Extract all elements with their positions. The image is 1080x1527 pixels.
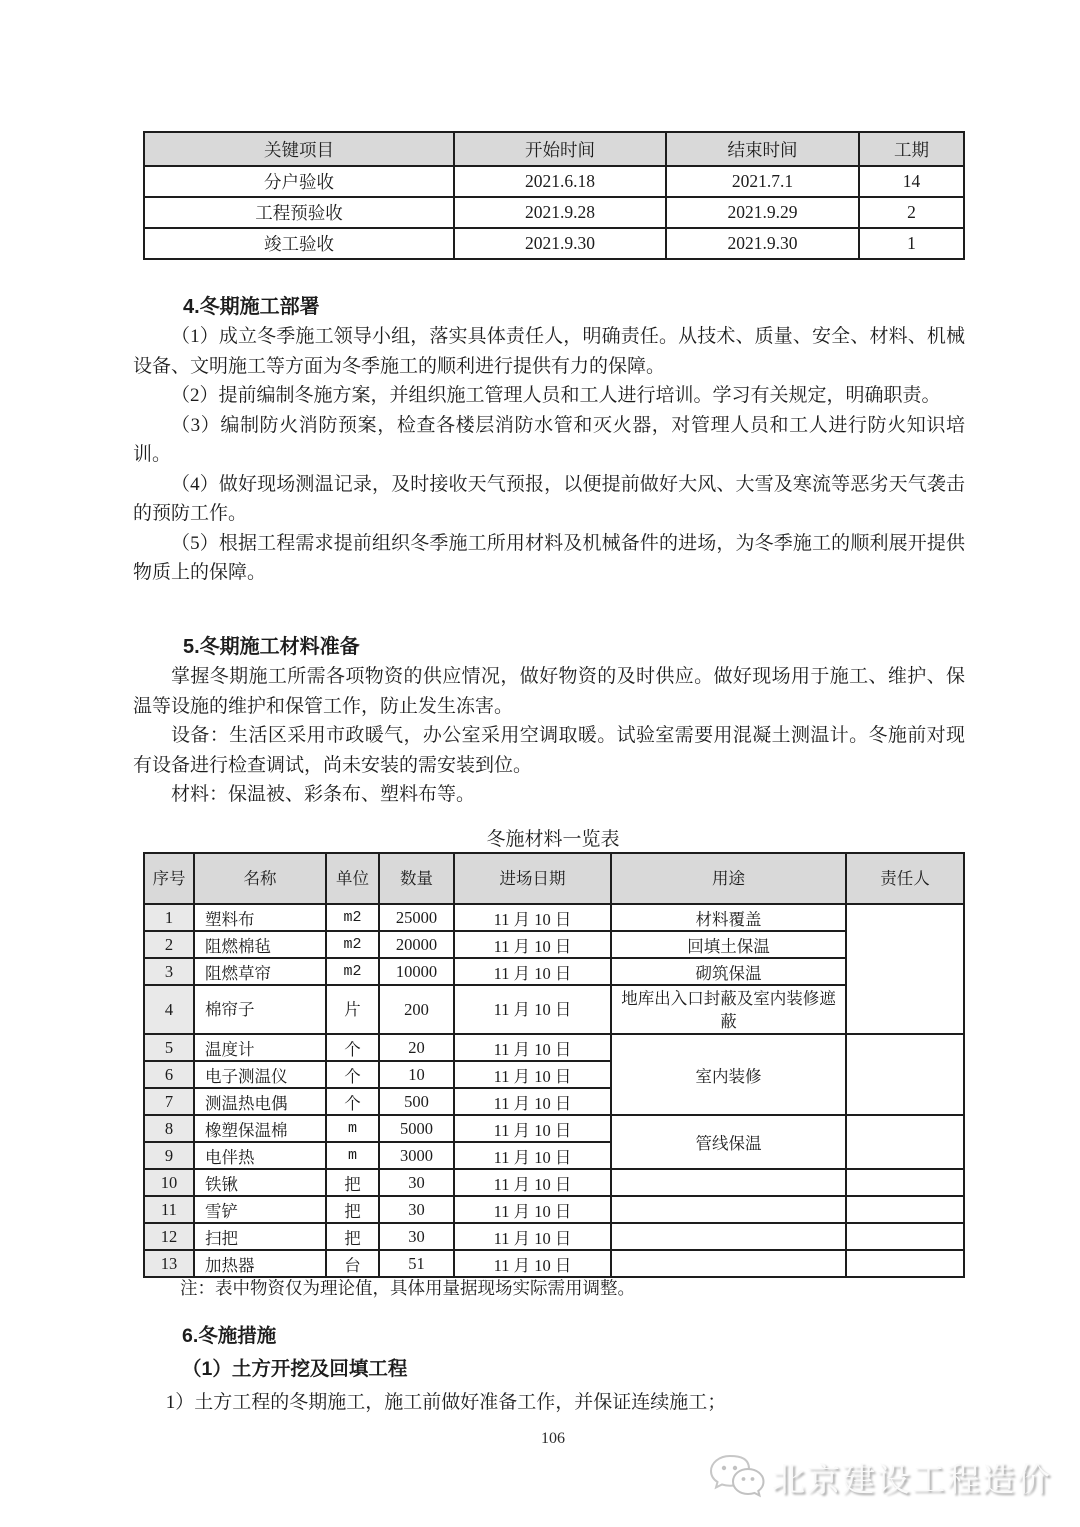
table-cell: 30 [379, 1196, 454, 1223]
section-4 [133, 292, 965, 588]
paragraph: （5）根据工程需求提前组织冬季施工所用材料及机械备件的进场，为冬季施工的顺利展开提供物质上的保障。 [133, 532, 965, 583]
materials-table [143, 852, 965, 1278]
column-header-name: 名称 [194, 853, 326, 904]
table-row [144, 166, 964, 197]
column-header-quantity: 数量 [379, 853, 454, 904]
table-cell: 2 [144, 931, 194, 958]
table-cell: 阻燃草帘 [194, 958, 326, 985]
table-cell: 9 [144, 1142, 194, 1169]
paragraph: （2）提前编制冬施方案，并组织施工管理人员和工人进行培训。学习有关规定，明确职责。 [171, 385, 941, 406]
table-cell-responsible-empty [846, 1223, 964, 1250]
section-5 [133, 632, 965, 810]
table-cell: 阻燃棉毡 [194, 931, 326, 958]
table-cell: 2 [859, 197, 964, 228]
table-cell: 棉帘子 [194, 985, 326, 1034]
table-cell: 20 [379, 1034, 454, 1061]
table-cell: 地库出入口封蔽及室内装修遮蔽 [611, 985, 846, 1034]
schedule-header-row [144, 132, 964, 166]
table-row [144, 1169, 964, 1196]
table-cell: 7 [144, 1088, 194, 1115]
table-cell-responsible-empty [846, 904, 964, 1034]
paragraph: 设备：生活区采用市政暖气，办公室采用空调取暖。试验室需要用混凝土测温计。冬施前对现有设备进行检查调试，尚未安装的需安装到位。 [133, 725, 965, 776]
table-cell: 分户验收 [144, 166, 454, 197]
watermark-text: 北京建设工程造价 [772, 1462, 1052, 1499]
table-cell: 10000 [379, 958, 454, 985]
table-cell: 500 [379, 1088, 454, 1115]
paragraph: （1）成立冬季施工领导小组，落实具体责任人，明确责任。从技术、质量、安全、材料、机械设备、文明施工等方面为冬季施工的顺利进行提供有力的保障。 [133, 326, 965, 377]
table-row [144, 228, 964, 259]
schedule-table-block [143, 131, 963, 260]
table-cell: 11 月 10 日 [454, 1250, 611, 1277]
column-header-duration: 工期 [859, 132, 964, 166]
table-cell: 6 [144, 1061, 194, 1088]
table-cell: m2 [326, 931, 379, 958]
table-cell: 2021.9.28 [454, 197, 666, 228]
table-cell: 加热器 [194, 1250, 326, 1277]
paragraph: 掌握冬期施工所需各项物资的供应情况，做好物资的及时供应。做好现场用于施工、维护、保温等设施的维护和保管工作，防止发生冻害。 [133, 666, 965, 717]
table-cell: 20000 [379, 931, 454, 958]
table-cell: 3000 [379, 1142, 454, 1169]
table-cell: 13 [144, 1250, 194, 1277]
table-cell: 材料覆盖 [611, 904, 846, 931]
column-header-usage: 用途 [611, 853, 846, 904]
table-cell: 11 月 10 日 [454, 1115, 611, 1142]
schedule-table [143, 131, 965, 260]
table-cell: 温度计 [194, 1034, 326, 1061]
table-cell: 竣工验收 [144, 228, 454, 259]
table-cell: 片 [326, 985, 379, 1034]
table-cell: 11 月 10 日 [454, 1088, 611, 1115]
table-row [144, 1223, 964, 1250]
table-cell: 11 月 10 日 [454, 931, 611, 958]
table-cell: 5 [144, 1034, 194, 1061]
table-cell: 2021.9.30 [454, 228, 666, 259]
table-cell: 个 [326, 1088, 379, 1115]
table-cell: 11 月 10 日 [454, 904, 611, 931]
table-cell: 11 月 10 日 [454, 958, 611, 985]
column-header-index: 序号 [144, 853, 194, 904]
paragraph: 1）土方工程的冬期施工，施工前做好准备工作，并保证连续施工； [165, 1392, 727, 1413]
table-cell: 2021.6.18 [454, 166, 666, 197]
table-cell: 工程预验收 [144, 197, 454, 228]
table-row [144, 985, 964, 1034]
table-cell: 2021.7.1 [666, 166, 859, 197]
table-row [144, 1115, 964, 1142]
table-cell: 12 [144, 1223, 194, 1250]
table-cell-responsible-empty [846, 1115, 964, 1169]
page-number: 106 [541, 1430, 565, 1447]
table-cell: m [326, 1142, 379, 1169]
table-cell: 塑料布 [194, 904, 326, 931]
sub-section-heading: （1）土方开挖及回填工程 [182, 1358, 408, 1380]
table-cell: m2 [326, 904, 379, 931]
table-cell: 30 [379, 1223, 454, 1250]
table-cell: 把 [326, 1223, 379, 1250]
table-cell: 11 月 10 日 [454, 1196, 611, 1223]
table-cell: 11 月 10 日 [454, 1142, 611, 1169]
table-cell: 11 月 10 日 [454, 1061, 611, 1088]
table-cell-responsible-empty [846, 1250, 964, 1277]
table-cell-responsible-empty [846, 1196, 964, 1223]
watermark [708, 1452, 1052, 1502]
column-header-unit: 单位 [326, 853, 379, 904]
table-cell: 11 月 10 日 [454, 1169, 611, 1196]
table-cell: 把 [326, 1169, 379, 1196]
table-cell: m [326, 1115, 379, 1142]
table-cell: 11 月 10 日 [454, 985, 611, 1034]
table-cell: 砌筑保温 [611, 958, 846, 985]
table-cell: 铁锹 [194, 1169, 326, 1196]
table-cell: 雪铲 [194, 1196, 326, 1223]
materials-table-block [143, 852, 963, 1278]
section-6 [143, 1320, 963, 1419]
table-cell: 台 [326, 1250, 379, 1277]
table-cell: 4 [144, 985, 194, 1034]
table-cell: 扫把 [194, 1223, 326, 1250]
table-cell: 1 [859, 228, 964, 259]
materials-header-row [144, 853, 964, 904]
table-cell: 10 [144, 1169, 194, 1196]
table-cell: 室内装修 [611, 1034, 846, 1115]
materials-table-title: 冬施材料一览表 [486, 829, 620, 850]
table-row [144, 1034, 964, 1061]
table-cell: 电伴热 [194, 1142, 326, 1169]
table-row [144, 1196, 964, 1223]
table-cell: 管线保温 [611, 1115, 846, 1169]
table-cell [611, 1169, 846, 1196]
table-cell: 14 [859, 166, 964, 197]
table-cell: 11 月 10 日 [454, 1034, 611, 1061]
table-cell-responsible-empty [846, 1034, 964, 1115]
table-cell: 个 [326, 1034, 379, 1061]
table-row [144, 904, 964, 931]
table-cell: 2021.9.30 [666, 228, 859, 259]
table-cell-responsible-empty [846, 1169, 964, 1196]
table-cell: 25000 [379, 904, 454, 931]
table-cell: 8 [144, 1115, 194, 1142]
column-header-responsible: 责任人 [846, 853, 964, 904]
column-header-key-item: 关键项目 [144, 132, 454, 166]
column-header-end-time: 结束时间 [666, 132, 859, 166]
table-cell: 3 [144, 958, 194, 985]
column-header-arrival-date: 进场日期 [454, 853, 611, 904]
table-cell: 个 [326, 1061, 379, 1088]
table-cell: 回填土保温 [611, 931, 846, 958]
paragraph: （3）编制防火消防预案，检查各楼层消防水管和灭火器，对管理人员和工人进行防火知识培训。 [133, 414, 965, 465]
table-cell [611, 1223, 846, 1250]
table-cell: 测温热电偶 [194, 1088, 326, 1115]
paragraph: 材料：保温被、彩条布、塑料布等。 [171, 784, 476, 805]
section-heading: 5.冬期施工材料准备 [183, 636, 360, 658]
table-cell: 11 月 10 日 [454, 1223, 611, 1250]
section-heading: 4.冬期施工部署 [183, 296, 320, 318]
table-row [144, 931, 964, 958]
paragraph: （4）做好现场测温记录，及时接收天气预报，以便提前做好大风、大雪及寒流等恶劣天气袭击的预防工作。 [133, 473, 965, 524]
wechat-logo-icon [708, 1452, 766, 1502]
table-cell: 5000 [379, 1115, 454, 1142]
table-cell: m2 [326, 958, 379, 985]
table-cell [611, 1250, 846, 1277]
section-heading: 6.冬施措施 [182, 1325, 277, 1347]
table-cell: 10 [379, 1061, 454, 1088]
table-note: 注：表中物资仅为理论值，具体用量据现场实际需用调整。 [180, 1278, 635, 1298]
table-row [144, 958, 964, 985]
table-row [144, 1250, 964, 1277]
column-header-start-time: 开始时间 [454, 132, 666, 166]
table-cell: 电子测温仪 [194, 1061, 326, 1088]
table-cell: 1 [144, 904, 194, 931]
table-cell: 橡塑保温棉 [194, 1115, 326, 1142]
table-row [144, 197, 964, 228]
table-cell: 2021.9.29 [666, 197, 859, 228]
table-cell [611, 1196, 846, 1223]
table-cell: 51 [379, 1250, 454, 1277]
table-cell: 30 [379, 1169, 454, 1196]
table-cell: 把 [326, 1196, 379, 1223]
table-cell: 11 [144, 1196, 194, 1223]
table-cell: 200 [379, 985, 454, 1034]
